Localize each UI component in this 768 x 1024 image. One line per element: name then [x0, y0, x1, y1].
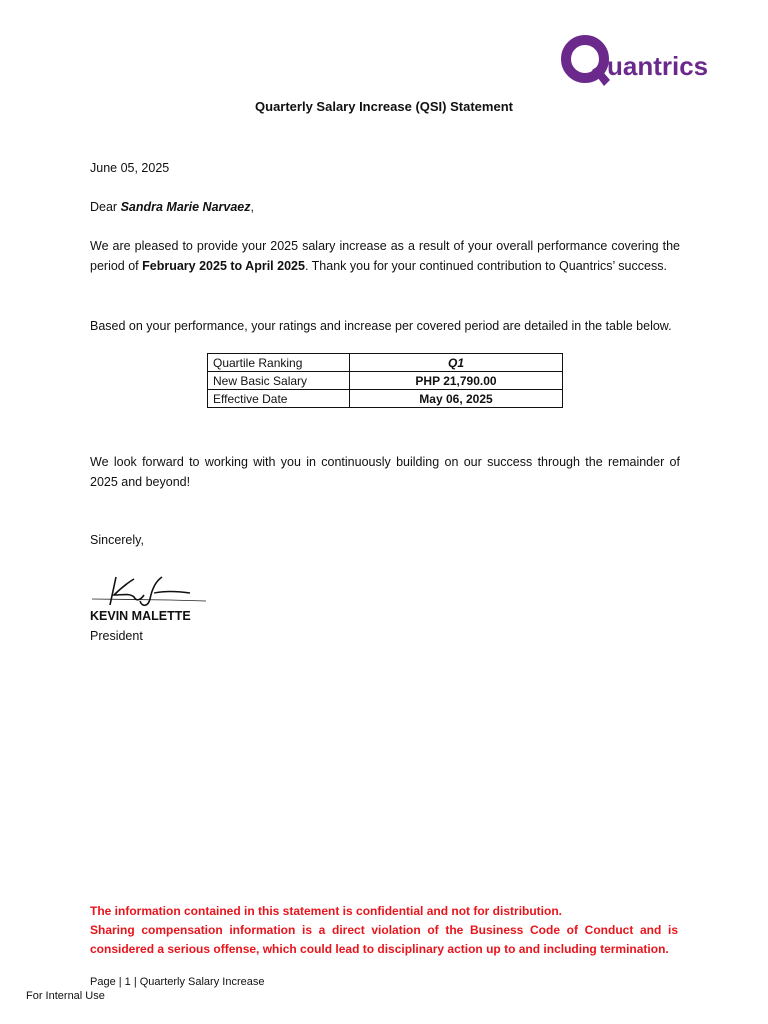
- paragraph-performance: Based on your performance, your ratings and increase per covered period are detailed in the table below.: [90, 319, 672, 333]
- recipient-name: Sandra Marie Narvaez: [120, 200, 251, 214]
- table-label: Quartile Ranking: [208, 354, 350, 372]
- quantrics-logo: [556, 30, 726, 92]
- paragraph-intro: [90, 236, 680, 276]
- table-row: [208, 372, 563, 390]
- table-row: [208, 390, 563, 408]
- document-title: Quarterly Salary Increase (QSI) Statement: [255, 99, 513, 114]
- page-footer: Page | 1 | Quarterly Salary Increase: [90, 976, 265, 988]
- intro-text-b: . Thank you for your continued contribution to Quantrics’ success.: [304, 259, 667, 273]
- notice-line-2: Sharing compensation information is a direct violation of the Business Code of Conduct and is considered a serious offense, which could lead to disciplinary action up to and including termination.: [90, 923, 678, 956]
- classification-label: For Internal Use: [26, 990, 105, 1002]
- notice-line-1: The information contained in this statement is confidential and not for distribution.: [90, 904, 563, 918]
- confidentiality-notice: [90, 902, 678, 959]
- effective-date-value: May 06, 2025: [350, 390, 563, 408]
- qsi-table: [207, 353, 563, 408]
- covered-period: February 2025 to April 2025: [142, 259, 305, 273]
- signer-name: KEVIN MALETTE: [90, 609, 191, 623]
- salary-value: PHP 21,790.00: [350, 372, 563, 390]
- salutation-suffix: ,: [250, 200, 254, 214]
- paragraph-closing: We look forward to working with you in continuously building on our success through the remainder of 2025 and beyond!: [90, 455, 680, 489]
- salutation-prefix: Dear: [90, 200, 121, 214]
- closing-word: Sincerely,: [90, 533, 144, 547]
- salutation: [90, 197, 680, 217]
- intro-text-a: We are pleased to provide your 2025 salary increase as a result of your overall performance covering the period of: [90, 239, 680, 273]
- table-label: New Basic Salary: [208, 372, 350, 390]
- quartile-value: Q1: [350, 354, 563, 372]
- table-label: Effective Date: [208, 390, 350, 408]
- svg-text:uantrics: uantrics: [607, 51, 709, 81]
- signature-image: [90, 571, 208, 611]
- table-row: [208, 354, 563, 372]
- signer-title: President: [90, 629, 143, 643]
- letter-date: June 05, 2025: [90, 161, 170, 175]
